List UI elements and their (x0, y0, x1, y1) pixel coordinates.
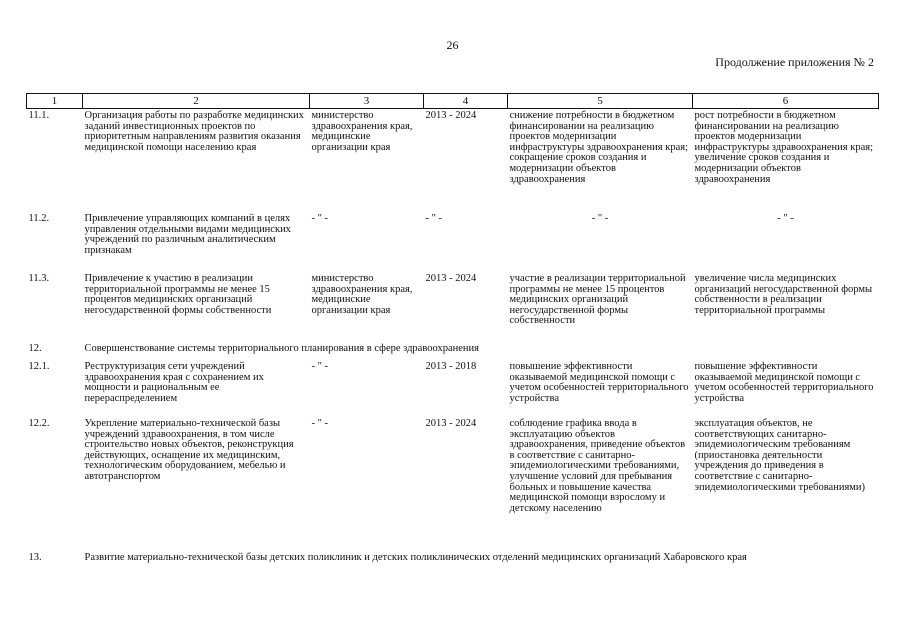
implementation-period: 2013 - 2024 (425, 110, 477, 121)
section-number: 12. (28, 343, 42, 354)
responsible-executor: - " - (311, 418, 329, 429)
row-number: 11.3. (28, 273, 50, 284)
header-col-1: 1 (27, 94, 83, 109)
section-number: 13. (28, 552, 42, 563)
table-header-row (27, 94, 879, 109)
implementation-period: 2013 - 2024 (425, 418, 477, 429)
expected-result: - " - (591, 213, 609, 224)
table-row (27, 419, 879, 553)
measure-name: Привлечение управляющих компаний в целях управления отдельными видами медицинских учреждений по различным аналитическим признакам (84, 213, 291, 256)
row-number: 11.2. (28, 213, 50, 224)
section-row (27, 553, 879, 564)
header-col-6: 6 (693, 94, 879, 109)
expected-result: повышение эффективности оказываемой медицинской помощи с учетом особенностей территориального устройства (509, 361, 689, 404)
expected-result: соблюдение графика ввода в эксплуатацию объектов здравоохранения, приведение объектов в соответствие с санитарно-эпидемиологическими требованиями, улучшение условий для пребывания больных и повышение качества медицинской помощи взрослому и детскому населению (509, 418, 686, 514)
row-number: 12.1. (28, 361, 50, 372)
table-row (27, 274, 879, 344)
header-col-3: 3 (310, 94, 424, 109)
table-row (27, 362, 879, 419)
expected-result: снижение потребности в бюджетном финансировании на реализацию проектов модернизации инфраструктуры здравоохранения края; сокращение сроков создания и модернизации объектов здравоохранения (509, 110, 689, 185)
responsible-executor: - " - (311, 213, 329, 224)
row-number: 12.2. (28, 418, 50, 429)
appendix-continuation-label: Продолжение приложения № 2 (715, 55, 874, 69)
expected-result: участие в реализации территориальной программы не менее 15 процентов медицинских организаций негосударственной формы собственности (509, 273, 686, 327)
measures-table (26, 93, 879, 564)
section-row (27, 344, 879, 362)
page-number: 26 (446, 38, 459, 52)
consequences-of-non-implementation: повышение эффективности оказываемой медицинской помощи с учетом особенностей территориального устройства (694, 361, 874, 404)
measure-name: Организация работы по разработке медицинских заданий инвестиционных проектов по приоритетным направлениям развития оказания медицинской помощи населению края (84, 110, 304, 153)
implementation-period: - " - (425, 213, 443, 224)
section-title: Совершенствование системы территориального планирования в сфере здравоохранения (84, 343, 479, 354)
measure-name: Реструктуризация сети учреждений здравоохранения края с сохранением их мощности и рациональным ее перераспределением (84, 361, 264, 404)
table-row (27, 214, 879, 274)
responsible-executor: министерство здравоохранения края, медицинские организации края (311, 110, 413, 153)
table-row (27, 109, 879, 215)
consequences-of-non-implementation: эксплуатация объектов, не соответствующих санитарно-эпидемиологическим требованиям (приостановка деятельности учреждения до приведения в соответствие с санитарно-эпидемиологическими требованиями) (694, 418, 866, 493)
measure-name: Привлечение к участию в реализации территориальной программы не менее 15 процентов медицинских организаций негосударственной формы собственности (84, 273, 272, 316)
responsible-executor: министерство здравоохранения края, медицинские организации края (311, 273, 413, 316)
header-col-5: 5 (508, 94, 693, 109)
section-title: Развитие материально-технической базы детских поликлиник и детских поликлинических отделений медицинских организаций Хабаровского края (84, 552, 747, 563)
row-number: 11.1. (28, 110, 50, 121)
consequences-of-non-implementation: увеличение числа медицинских организаций негосударственной формы собственности в реализации территориальной программы (694, 273, 873, 316)
responsible-executor: - " - (311, 361, 329, 372)
consequences-of-non-implementation: - " - (777, 213, 794, 224)
header-col-4: 4 (424, 94, 508, 109)
consequences-of-non-implementation: рост потребности в бюджетном финансировании на реализацию проектов модернизации инфраструктуры здравоохранения края; увеличение сроков создания и модернизации объектов здравоохранения (694, 110, 874, 185)
implementation-period: 2013 - 2024 (425, 273, 477, 284)
header-col-2: 2 (83, 94, 310, 109)
implementation-period: 2013 - 2018 (425, 361, 477, 372)
measure-name: Укрепление материально-технической базы учреждений здравоохранения, в том числе строительство новых объектов, реконструкция действующих, оснащение их медицинским, технологическим оборудованием, мебелью и автотранспортом (84, 418, 294, 482)
